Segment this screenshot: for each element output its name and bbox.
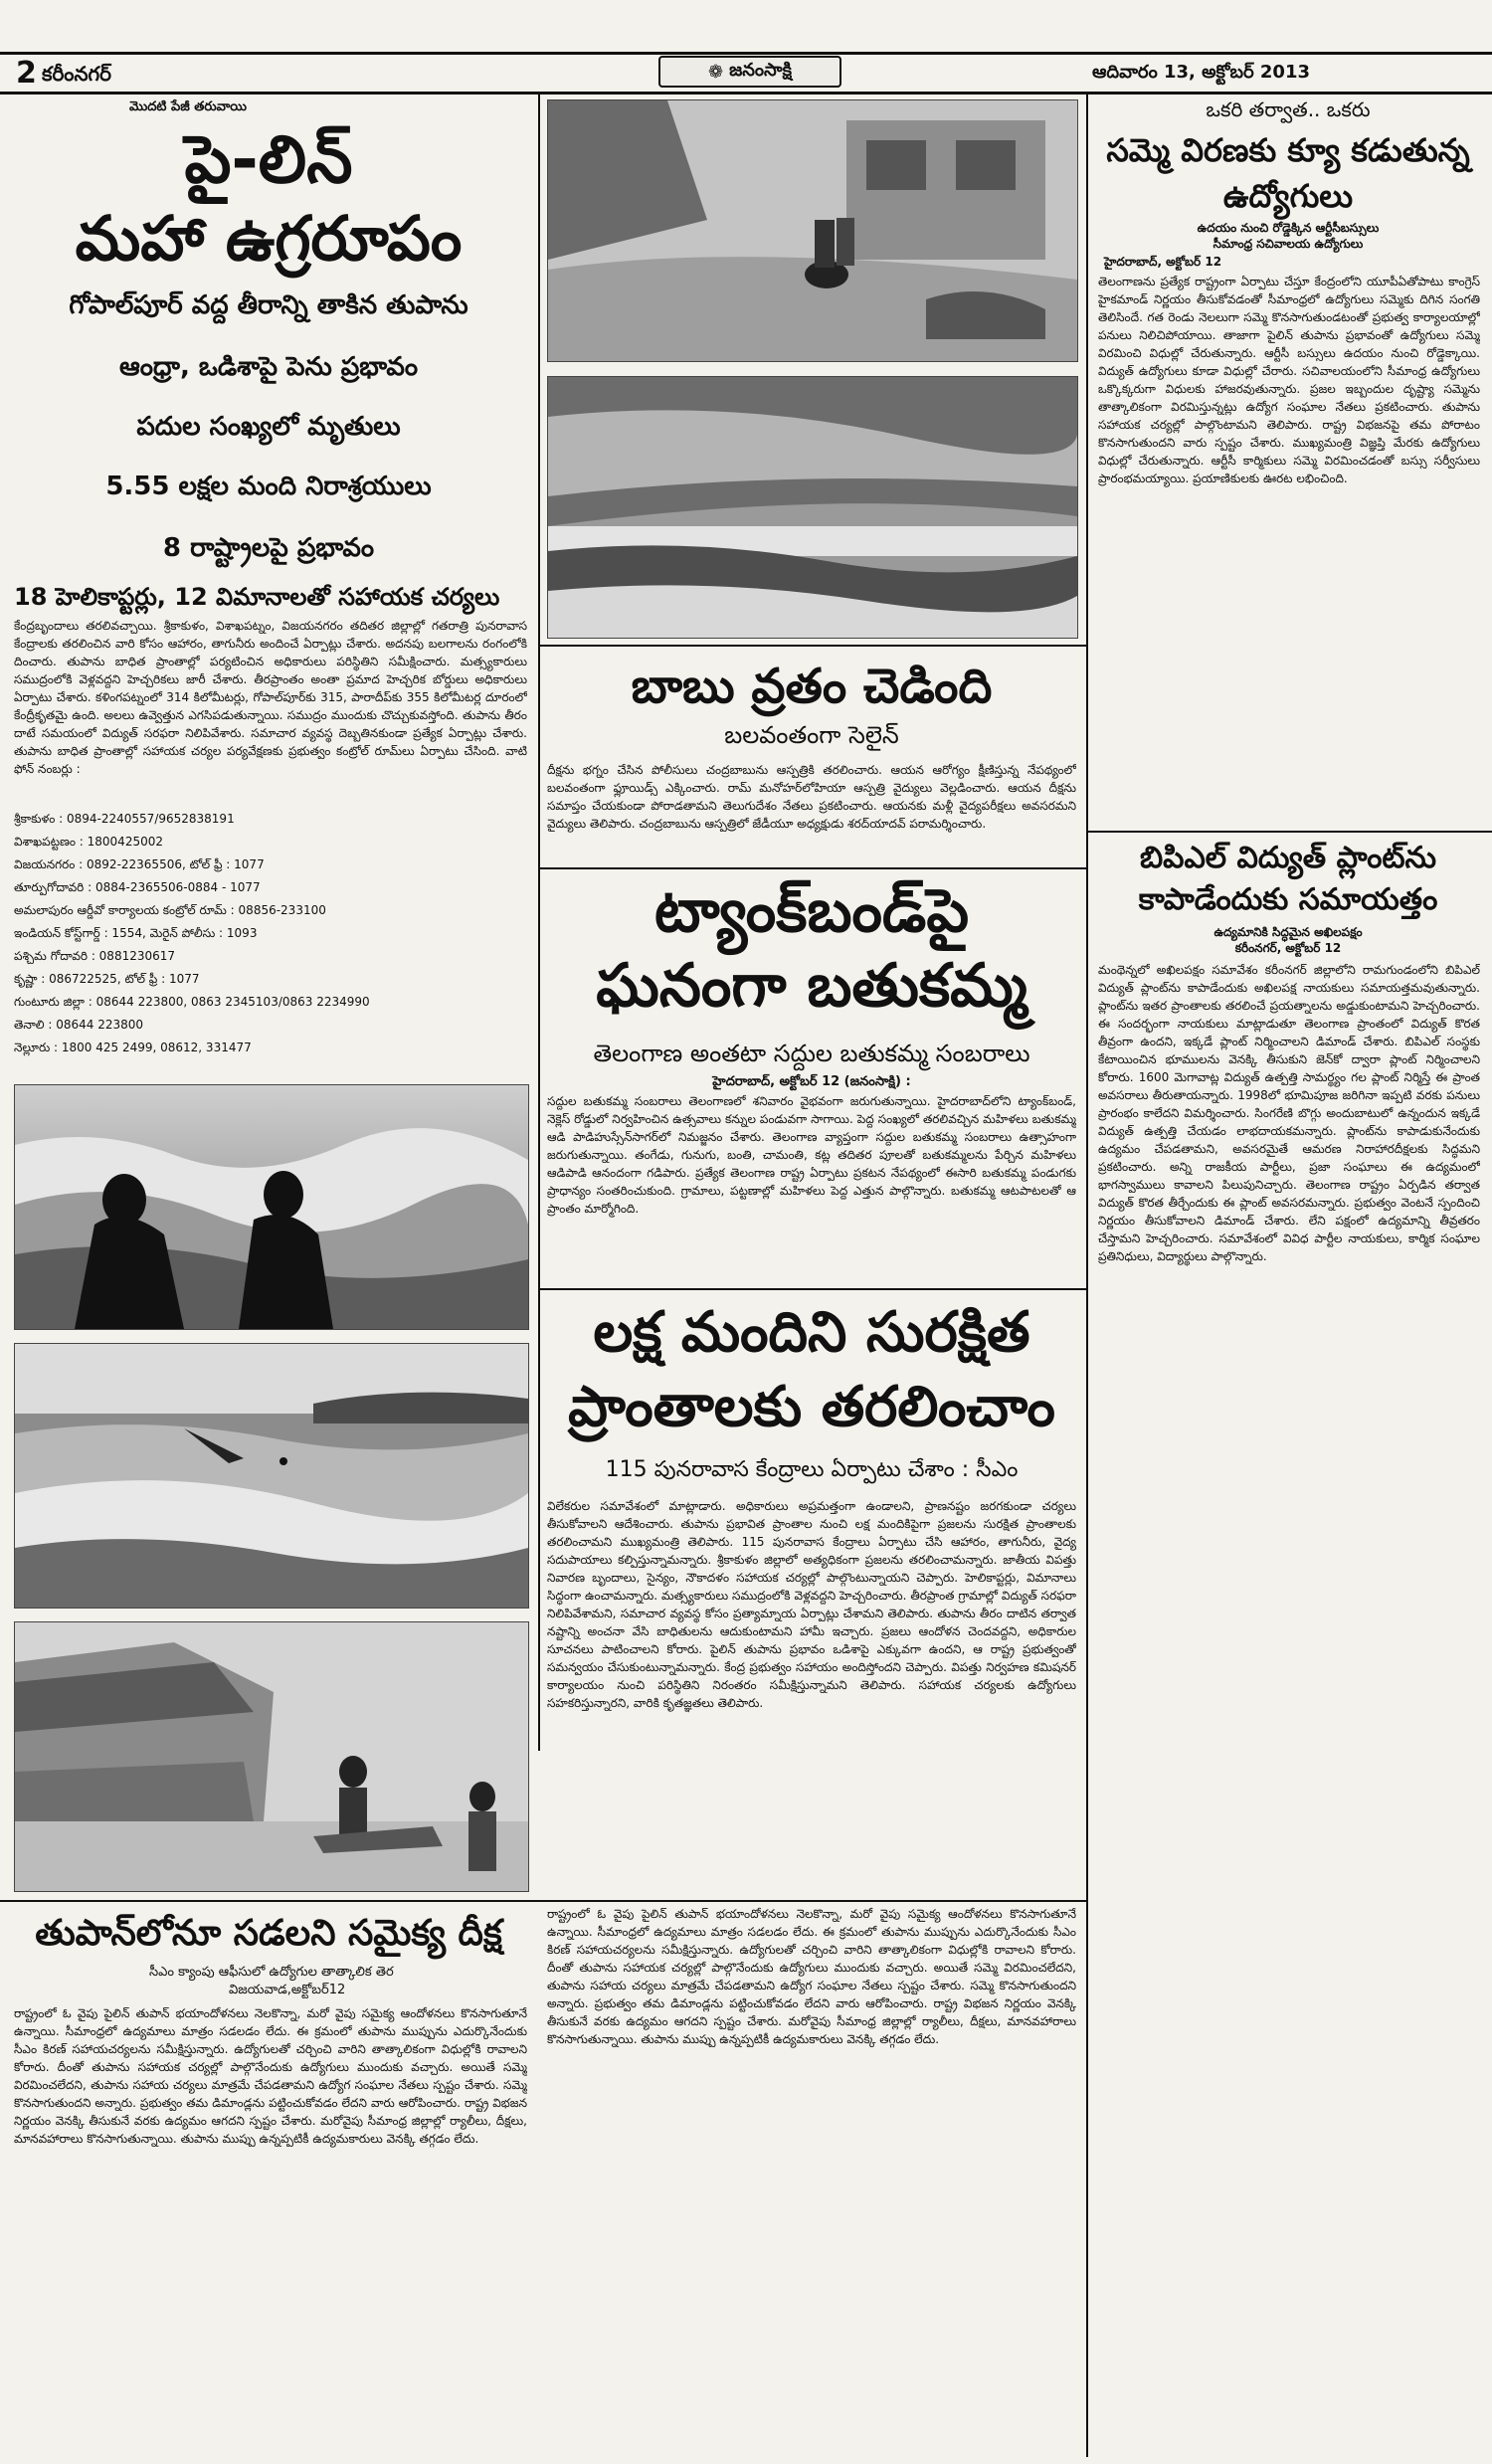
babu-deck: బలవంతంగా సెలైన్ (724, 721, 899, 749)
deck-line-2: ఆంధ్రా, ఒడిశాపై పెను ప్రభావం (119, 352, 418, 382)
tank-body: సద్దుల బతుకమ్మ సంబరాలు తెలంగాణలో శనివారం వైభవంగా జరుగుతున్నాయి. హైదరాబాద్‌లోని ట్యాంక్‌బండ్, నెక్లెస్ రోడ్డులో నిర్వహించిన ఉత్సవాలు కన్నుల పండువగా సాగాయి. పెద్ద సంఖ్యలో తరలివచ్చిన మహిళలు బతుకమ్మ ఆడి పాడిహుస్సేన్‌సాగర్‌లో నిమజ్జనం చేశారు. తెలంగాణ వ్యాప్తంగా సద్దుల బతుకమ్మ సంబరాలు ఉత్సాహంగా జరుగుతున్నాయి. తంగేడు, గునుగు, బంతి, చామంతి, కట్ల తదితర పూలతో బతుకమ్మలను పేర్చిన మహిళలు ఆడిపాడి ఆనందంగా గడిపారు. ప్రత్యేక తెలంగాణ రాష్ట్ర ఏర్పాటు ప్రకటన నేపథ్యంలో ఈసారి బతుకమ్మ పండుగకు ప్రాధాన్యం సంతరించుకుంది. గ్రామాలు, పట్టణాల్లో మహిళలు పెద్ద ఎత్తున పాల్గొన్నారు. బతుకమ్మ ఆటపాటలతో ఆ ప్రాంతం మార్మోగింది. (547, 1094, 1076, 1216)
right-dateline: హైదరాబాద్, అక్టోబర్ 12 (1104, 255, 1222, 269)
photo-stormy-coast-image (548, 377, 1077, 638)
contact-krishna: కృష్ణా : 086722525, టోల్ ఫ్రీ : 1077 (14, 972, 200, 986)
contact-list (14, 808, 527, 1068)
contact-tenali: తెనాలి : 08644 223800 (14, 1018, 144, 1032)
babu-top-rule (540, 645, 1086, 647)
headline-bpl-plant: బిపిఎల్ విద్యుత్ ప్లాంట్‌ను కాపాడేందుకు సమాయత్తం (1138, 841, 1438, 917)
photo-boat-in-waves (14, 1343, 529, 1609)
masthead-top-rule (0, 52, 1492, 55)
contact-west-godavari: పశ్చిమ గోదావరి : 0881230617 (14, 949, 176, 963)
right-byline-2: సీమాంధ్ర సచివాలయ ఉద్యోగులు (1212, 237, 1364, 251)
headline-uugra-rupam: మహా ఉగ్రరూపం (75, 202, 463, 275)
contact-coastguard: ఇండియన్ కోస్ట్‌గార్డ్ : 1554, మెరైన్ పోలీసు : 1093 (14, 926, 258, 940)
right-top-body: తెలంగాణను ప్రత్యేక రాష్ట్రంగా ఏర్పాటు చేస్తూ కేంద్రంలోని యూపీఏతోపాటు కాంగ్రెస్ హైకమాండ్ నిర్ణయం తీసుకోవడంతో సీమాంధ్రలో ఉద్యోగులు సమ్మెకు దిగిన సంగతి తెలిసిందే. గత రెండు నెలలుగా సమ్మె కొనసాగుతుండటంతో ప్రభుత్వ కార్యాలయాల్లో పనులు నిలిచిపోయాయి. తాజాగా పైలిన్ తుపాను ప్రభావంతో ఉద్యోగులు సమ్మె విరమించి విధుల్లో చేరుతున్నారు. ఆర్టీసీ బస్సులు ఉదయం నుంచి రోడ్డెక్కాయి. విద్యుత్ ఉద్యోగులు కూడా విధుల్లో చేరారు. సచివాలయంలోని సీమాంధ్ర ఉద్యోగులు ఒక్కొక్కరుగా విధులకు హాజరవుతున్నారు. ప్రజల ఇబ్బందుల దృష్ట్యా సమ్మెను తాత్కాలికంగా విరమిస్తున్నట్లు ఉద్యోగ సంఘాల నేతలు ప్రకటించారు. తుపాను సహాయక చర్యల్లో పాల్గొంటామని తెలిపారు. రాష్ట్ర విభజనపై తమ పోరాటం కొనసాగుతుందని వారు స్పష్టం చేశారు. ముఖ్యమంత్రి విజ్ఞప్తి మేరకు ఉద్యోగులు విధుల్లో చేరుతున్నారు. ఆర్టీసీ కార్మికులు సమ్మె విరమించడంతో బస్సు సర్వీసులు ప్రారంభమయ్యాయి. ప్రయాణికులకు ఊరట లభించింది. (1098, 275, 1480, 485)
babu-body: దీక్షను భగ్నం చేసిన పోలీసులు చంద్రబాబును ఆస్పత్రికి తరలించారు. ఆయన ఆరోగ్యం క్షీణిస్తున్న నేపథ్యంలో బలవంతంగా ఫ్లూయిడ్స్ ఎక్కించారు. రామ్ మనోహర్‌లోహియా ఆస్పత్రి వైద్యులు వెల్లడించారు. ఆయన దీక్షను సమాప్తం చేయకుండా పోరాడతామని తెలుగుదేశం నేతలు ప్రకటించారు. ఆయనకు మళ్లీ వైద్యపరీక్షలు అవసరమని వైద్యులు తెలిపారు. చంద్రబాబును ఆస్పత్రిలో జేడీయూ అధ్యక్షుడు శరద్‌యాదవ్ పరామర్శించారు. (547, 763, 1076, 831)
laksha-top-rule (540, 1288, 1086, 1290)
deeksha-body-continued: రాష్ట్రంలో ఓ వైపు పైలిన్ తుపాన్ భయాందోళనలు నెలకొన్నా, మరో వైపు సమైక్య ఆందోళనలు కొనసాగుతూనే ఉన్నాయి. సీమాంధ్రలో ఉద్యమాలు మాత్రం సడలడం లేదు. ఈ క్రమంలో తుపాను ముప్పును ఎదుర్కొనేందుకు సీఎం కిరణ్ సహాయచర్యలను సమీక్షిస్తున్నారు. ఉద్యోగులతో చర్చించి వారిని తాత్కాలికంగా విధుల్లోకి రావాలని కోరారు. దీంతో తుపాను సహాయక చర్యల్లో పాల్గొనేందుకు ఉద్యోగులు ముందుకు వచ్చారు. అయితే సమ్మె విరమించలేదని, తుపాను సహాయ చర్యలు మాత్రమే చేపడతామని ఉద్యోగ సంఘాల నేతలు స్పష్టం చేశారు. సమ్మె కొనసాగుతుందని అన్నారు. ప్రభుత్వం తమ డిమాండ్లను పట్టించుకోవడం లేదని వారు ఆరోపించారు. రాష్ట్ర విభజన నిర్ణయం వెనక్కి తీసుకునే వరకు ఉద్యమం ఆగదని స్పష్టం చేశారు. మరోవైపు సీమాంధ్ర జిల్లాల్లో ర్యాలీలు, దీక్షలు, మానవహారాలు కొనసాగుతున్నాయి. తుపాను ముప్పు ఉన్నప్పటికీ ఉద్యమకారులు వెనక్కి తగ్గడం లేదు. (547, 1907, 1076, 2046)
column-rule-left (538, 95, 540, 1751)
photo-flooded-street-image (548, 100, 1077, 361)
photo-damaged-huts (14, 1621, 529, 1892)
right-bottom-top-rule (1088, 831, 1492, 833)
bpl-byline: ఉద్యమానికి సిద్ధమైన అఖిలపక్షం (1213, 925, 1363, 939)
photo-sea-waves-figures (14, 1084, 529, 1330)
issue-date: ఆదివారం 13, అక్టోబర్ 2013 (1092, 62, 1310, 83)
headline-tankbund: ట్యాంక్‌బండ్‌పై (654, 876, 969, 946)
headline-pailin: పై-లిన్ (184, 121, 353, 198)
laksha-body: విలేకరుల సమావేశంలో మాట్లాడారు. అధికారులు అప్రమత్తంగా ఉండాలని, ప్రాణనష్టం జరగకుండా చర్యలు తీసుకోవాలని ఆదేశించారు. తుపాను ప్రభావిత ప్రాంతాల నుంచి లక్ష మందికిపైగా ప్రజలను సురక్షిత ప్రాంతాలకు తరలించామని ముఖ్యమంత్రి తెలిపారు. 115 పునరావాస కేంద్రాలు ఏర్పాటు చేసి ఆహారం, తాగునీరు, వైద్య సదుపాయాలు కల్పిస్తున్నామన్నారు. శ్రీకాకుళం జిల్లాలో అత్యధికంగా ప్రజలను తరలించామన్నారు. జాతీయ విపత్తు నివారణ బృందాలు, సైన్యం, నౌకాదళం సహాయక చర్యల్లో పాల్గొంటున్నాయని చెప్పారు. హెలికాప్టర్లు, విమానాలు సిద్ధంగా ఉంచామన్నారు. మత్స్యకారులు సముద్రంలోకి వెళ్లవద్దని హెచ్చరించారు. తీరప్రాంత గ్రామాల్లో విద్యుత్ సరఫరా నిలిపివేశామని, సమాచార వ్యవస్థ కోసం ప్రత్యామ్నాయ ఏర్పాట్లు చేశామని తెలిపారు. తుపాను తీరం దాటిన తర్వాత నష్టాన్ని అంచనా వేసి బాధితులను ఆదుకుంటామని హామీ ఇచ్చారు. ప్రజలు ఆందోళన చెందవద్దని, అధికారుల సూచనలు పాటించాలని కోరారు. పైలిన్ తుపాను ప్రభావం ఒడిశాపై ఎక్కువగా ఉందని, ఆ రాష్ట్ర ప్రభుత్వంతో సమన్వయం చేసుకుంటున్నామన్నారు. కేంద్ర ప్రభుత్వం సహాయం అందిస్తోందని చెప్పారు. విపత్తు నిర్వహణ కమిషనర్ కార్యాలయం నుంచి పరిస్థితిని నిరంతరం సమీక్షిస్తున్నామని తెలిపారు. సహాయక చర్యలకు ఉద్యోగులు సహకరిస్తున్నారని, వారికి కృతజ్ఞతలు తెలిపారు. (547, 1499, 1076, 1710)
headline-samaikya-deeksha: తుపాన్‌లోనూ సడలని సమైక్య దీక్ష (35, 1913, 502, 1954)
deeksha-body: రాష్ట్రంలో ఓ వైపు పైలిన్ తుపాన్ భయాందోళనలు నెలకొన్నా, మరో వైపు సమైక్య ఆందోళనలు కొనసాగుతూనే ఉన్నాయి. సీమాంధ్రలో ఉద్యమాలు మాత్రం సడలడం లేదు. ఈ క్రమంలో తుపాను ముప్పును ఎదుర్కొనేందుకు సీఎం కిరణ్ సహాయచర్యలను సమీక్షిస్తున్నారు. ఉద్యోగులతో చర్చించి వారిని తాత్కాలికంగా విధుల్లోకి రావాలని కోరారు. దీంతో తుపాను సహాయక చర్యల్లో పాల్గొనేందుకు ఉద్యోగులు ముందుకు వచ్చారు. అయితే సమ్మె విరమించలేదని, తుపాను సహాయ చర్యలు మాత్రమే చేపడతామని ఉద్యోగ సంఘాల నేతలు స్పష్టం చేశారు. సమ్మె కొనసాగుతుందని అన్నారు. ప్రభుత్వం తమ డిమాండ్లను పట్టించుకోవడం లేదని వారు ఆరోపించారు. రాష్ట్ర విభజన నిర్ణయం వెనక్కి తీసుకునే వరకు ఉద్యమం ఆగదని స్పష్టం చేశారు. మరోవైపు సీమాంధ్ర జిల్లాల్లో ర్యాలీలు, దీక్షలు, మానవహారాలు కొనసాగుతున్నాయి. తుపాను ముప్పు ఉన్నప్పటికీ ఉద్యమకారులు వెనక్కి తగ్గడం లేదు. (14, 2006, 527, 2146)
headline-bathukamma: ఘనంగా బతుకమ్మ (596, 951, 1027, 1021)
photo-damaged-huts-image (15, 1622, 528, 1891)
contact-srikakulam: శ్రీకాకుళం : 0894-2240557/9652838191 (14, 812, 235, 826)
logo-text: జనంసాక్షి (729, 59, 792, 81)
masthead-bottom-rule (0, 92, 1492, 95)
headline-samme-virana: సమ్మె విరణకు క్యూ కడుతున్న ఉద్యోగులు (1106, 131, 1470, 215)
contact-visakhapatnam: విశాఖపట్టణం : 1800425002 (14, 835, 163, 849)
headline-pranthalaku: ప్రాంతాలకు తరలించాం (568, 1375, 1055, 1439)
deeksha-top-rule (0, 1900, 1086, 1902)
headline-laksha-mandi: లక్ష మందిని సురక్షిత (593, 1300, 1030, 1365)
tank-dateline: హైదరాబాద్, అక్టోబర్ 12 (జనంసాక్షి) : (712, 1074, 911, 1089)
deck-line-4: 5.55 లక్షల మంది నిరాశ్రయులు (105, 472, 432, 501)
left-story-body: కేంద్రబృందాలు తరలివచ్చాయి. శ్రీకాకుళం, విశాఖపట్నం, విజయనగరం తదితర జిల్లాల్లో గతరాత్రి పునరావాస కేంద్రాలకు తరలించిన వారి కోసం ఆహారం, తాగునీరు అందించే ఏర్పాట్లు చేశారు. అదనపు బలగాలను రంగంలోకి దించారు. తుపాను బాధిత ప్రాంతాల్లో పర్యటించిన అధికారులు పరిస్థితిని సమీక్షించారు. మత్స్యకారులు సముద్రంలోకి వెళ్లవద్దని హెచ్చరికలు జారీ చేశారు. తీరప్రాంతం అంతా ప్రమాద హెచ్చరిక బోర్డులు అధికారులు ఏర్పాటు చేశారు. కళింగపట్నంలో 314 కిలోమీటర్లు, గోపాల్‌పూర్‌కు 315, పారాదీప్‌కు 355 కిలోమీటర్ల దూరంలో కేంద్రీకృతమై ఉంది. అలలు ఉవ్వెత్తున ఎగసిపడుతున్నాయి. సముద్రం ముందుకు చొచ్చుకువస్తోంది. తుపాను తీరం దాటే సమయంలో విద్యుత్ సరఫరా నిలిపివేశారు. సమాచార వ్యవస్థ దెబ్బతినకుండా ప్రత్యేక ఏర్పాట్లు చేశారు. తుపాను బాధిత ప్రాంతాల్లో సహాయక చర్యల పర్యవేక్షణకు ప్రభుత్వం కంట్రోల్ రూమ్‌లు ఏర్పాటు చేసింది. వాటి ఫోన్ నంబర్లు : (14, 619, 527, 776)
tank-deck: తెలంగాణ అంతటా సద్దుల బతుకమ్మ సంబరాలు (593, 1040, 1030, 1067)
photo-flooded-street (547, 99, 1078, 362)
story-kicker: మొదటి పేజీ తరువాయి (129, 99, 247, 114)
section-name: కరీంనగర్ (42, 62, 111, 86)
contact-nellore: నెల్లూరు : 1800 425 2499, 08612, 331477 (14, 1041, 252, 1054)
subhead-helicopters: 18 హెలికాప్టర్లు, 12 విమానాలతో సహాయక చర్యలు (14, 583, 500, 611)
deck-line-5: 8 రాష్ట్రాలపై ప్రభావం (162, 533, 375, 563)
laksha-deck: 115 పునరావాస కేంద్రాలు ఏర్పాటు చేశాం : సీఎం (605, 1457, 1019, 1482)
page-number: 2 (16, 56, 37, 91)
right-byline-1: ఉదయం నుంచి రోడ్డెక్కిన ఆర్టీసీబస్సులు (1197, 221, 1380, 235)
photo-stormy-coast (547, 376, 1078, 639)
photo-sea-waves-figures-image (15, 1085, 528, 1329)
photo-boat-in-waves-image (15, 1344, 528, 1608)
deeksha-dateline: విజయవాడ,అక్టోబర్12 (229, 1983, 346, 1997)
deck-line-1: గోపాల్‌పూర్ వద్ద తీరాన్ని తాకిన తుపాను (69, 290, 468, 320)
contact-vizianagaram: విజయనగరం : 0892-22365506, టోల్ ఫ్రీ : 1077 (14, 857, 265, 871)
logo-icon: ❁ (708, 61, 724, 83)
tank-top-rule (540, 867, 1086, 869)
right-kicker: ఒకరి తర్వాత.. ఒకరు (1206, 97, 1371, 121)
deeksha-byline: సీఎం క్యాంపు ఆఫీసులో ఉద్యోగుల తాత్కాలిక తెర (149, 1965, 394, 1980)
bpl-body: మంథెన్నలో అఖిలపక్షం సమావేశం కరీంనగర్ జిల్లాలోని రామగుండంలోని బిపిఎల్ విద్యుత్ ప్లాంట్‌ను కాపాడేందుకు అఖిలపక్ష నాయకులు సమాయత్తమవుతున్నారు. ప్లాంట్‌ను ఇతర ప్రాంతాలకు తరలించే ప్రయత్నాలను అడ్డుకుంటామని హెచ్చరించారు. ఈ సందర్భంగా నాయకులు మాట్లాడుతూ తెలంగాణ ప్రాంతంలో విద్యుత్ కొరత తీవ్రంగా ఉందని, ఇక్కడే ప్లాంట్ నిర్మించాలని డిమాండ్ చేశారు. బిపిఎల్ సంస్థకు కేటాయించిన భూములను వెనక్కి తీసుకుని జెన్‌కో ద్వారా ప్లాంట్ నిర్మించాలని కోరారు. 1600 మెగావాట్ల విద్యుత్ ఉత్పత్తి సామర్థ్యం గల ప్లాంట్ నిర్మిస్తే ఈ ప్రాంత అవసరాలు తీరుతాయన్నారు. 1998లో భూమిపూజ జరిగినా ఇప్పటి వరకు పనులు ప్రారంభం కాలేదని విమర్శించారు. సింగరేణి బొగ్గు అందుబాటులో ఉన్నందున ఇక్కడే విద్యుత్ ఉత్పత్తి చేయడం లాభదాయకమన్నారు. ప్లాంట్‌ను కాపాడుకునేందుకు ఉద్యమం చేపడతామని, అవసరమైతే ఆమరణ నిరాహారదీక్షలకు సిద్ధమని ప్రకటించారు. అన్ని రాజకీయ పార్టీలు, ప్రజా సంఘాలు ఈ ఉద్యమంలో భాగస్వాములు కావాలని పిలుపునిచ్చారు. తెలంగాణ రాష్ట్రం ఏర్పడిన తర్వాత విద్యుత్ కొరత తీర్చేందుకు ఈ ప్లాంట్ అవసరమన్నారు. ప్రభుత్వం వెంటనే స్పందించి నిర్ణయం తీసుకోవాలని డిమాండ్ చేశారు. లేని పక్షంలో ఉద్యమాన్ని తీవ్రతరం చేస్తామని హెచ్చరించారు. సమావేశంలో వివిధ పార్టీల నాయకులు, కార్మిక సంఘాల ప్రతినిధులు, విద్యార్థులు పాల్గొన్నారు. (1098, 963, 1480, 1263)
headline-babu-vratam: బాబు వ్రతం చెడింది (631, 659, 993, 714)
bpl-dateline: కరీంనగర్, అక్టోబర్ 12 (1234, 941, 1342, 955)
contact-east-godavari: తూర్పుగోదావరి : 0884-2365506-0884 - 1077 (14, 880, 261, 894)
contact-amalapuram: అమలాపురం ఆర్డీవో కార్యాలయ కంట్రోల్ రూమ్ : 08856-233100 (14, 903, 326, 917)
column-rule-right (1086, 95, 1088, 2457)
deck-line-3: పదుల సంఖ్యలో మృతులు (136, 412, 401, 442)
contact-guntur: గుంటూరు జిల్లా : 08644 223800, 0863 2345103/0863 2234990 (14, 995, 370, 1009)
newspaper-logo (658, 56, 841, 88)
